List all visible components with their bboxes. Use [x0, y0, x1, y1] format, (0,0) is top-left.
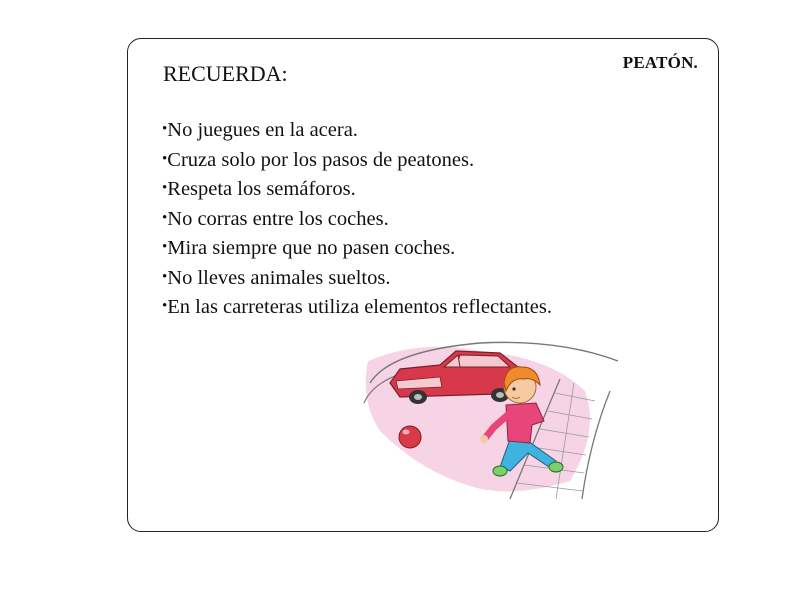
bullet: • — [162, 150, 168, 167]
bullet: • — [162, 239, 168, 255]
list-item — [162, 117, 552, 147]
bullet: • — [162, 298, 168, 314]
child-chasing-ball-near-car-icon — [360, 321, 622, 499]
bullet: • — [162, 209, 168, 226]
rule-text: Respeta los semáforos. — [167, 178, 356, 200]
list-item — [162, 176, 552, 206]
rule-text: Mira siempre que no pasen coches. — [167, 237, 456, 259]
heading: RECUERDA: — [163, 61, 288, 86]
rule-text: No juegues en la acera. — [167, 119, 358, 141]
list-item — [162, 294, 552, 324]
corner-title: PEATÓN. — [622, 53, 698, 72]
rule-text: Cruza solo por los pasos de peatones. — [167, 148, 475, 171]
info-card — [127, 38, 719, 532]
rule-text: No corras entre los coches. — [167, 207, 389, 230]
list-item — [162, 206, 552, 236]
rule-text: No lleves animales sueltos. — [167, 266, 391, 289]
bullet: • — [162, 121, 168, 137]
list-item — [162, 265, 552, 295]
bullet: • — [162, 180, 168, 196]
rules-list — [162, 117, 552, 324]
ball — [399, 426, 421, 448]
list-item — [162, 147, 552, 177]
bullet: • — [162, 268, 168, 285]
list-item — [162, 235, 552, 265]
rule-text: En las carreteras utiliza elementos reflectantes. — [167, 296, 553, 318]
